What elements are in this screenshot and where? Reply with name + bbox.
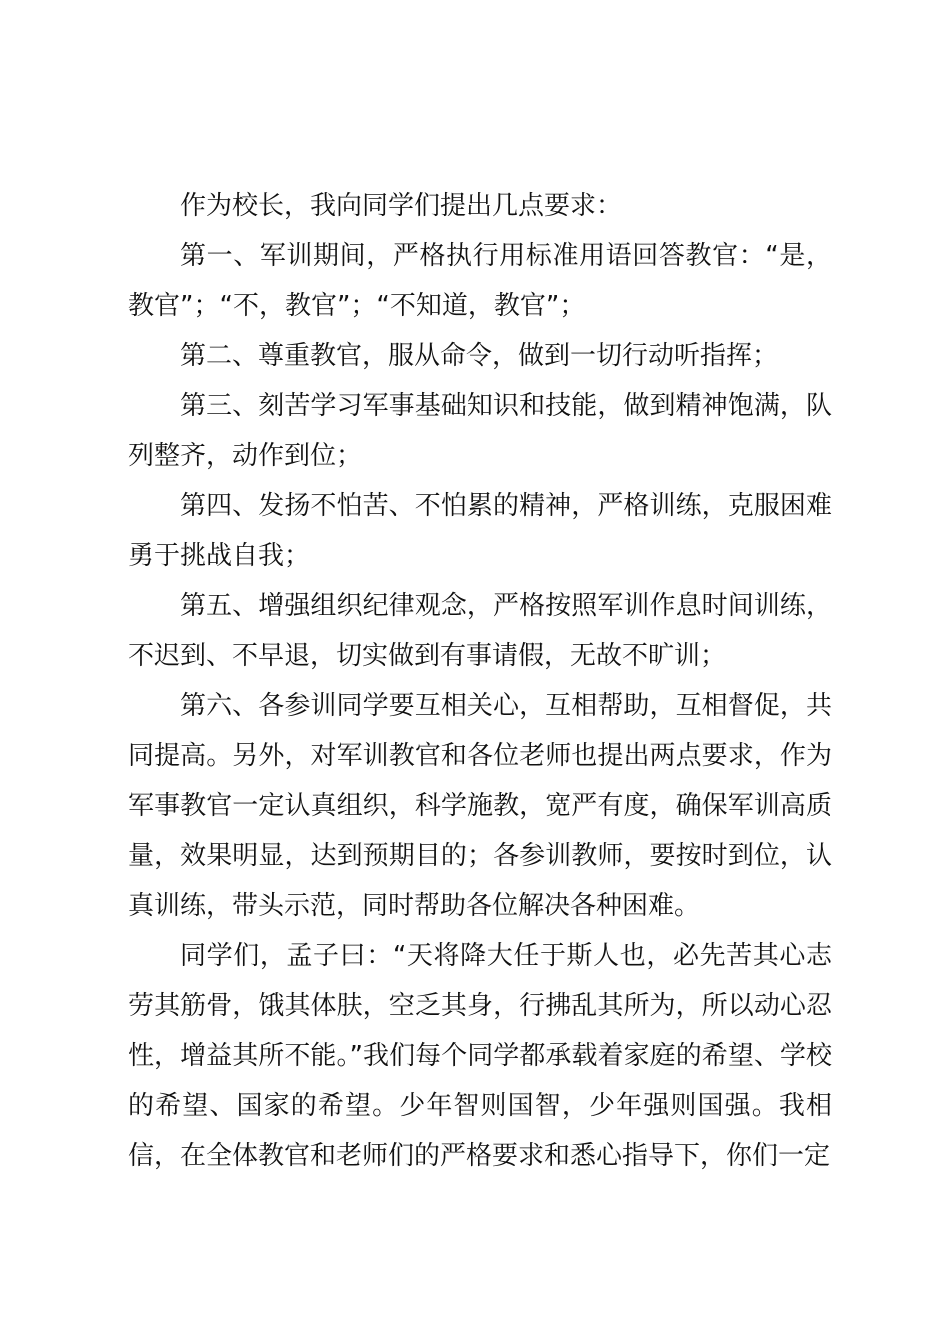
document-body (128, 181, 832, 1181)
paragraph-requirement-5: 第五、增强组织纪律观念，严格按照军训作息时间训练，不迟到、不早退，切实做到有事请假，无故不旷训； (128, 591, 832, 671)
paragraph-requirement-3: 第三、刻苦学习军事基础知识和技能，做到精神饱满，队列整齐，动作到位； (128, 391, 832, 471)
paragraph-intro: 作为校长，我向同学们提出几点要求： (180, 191, 623, 221)
paragraph-requirement-2: 第二、尊重教官，服从命令，做到一切行动听指挥； (180, 341, 779, 371)
paragraph-closing: 同学们，孟子曰：“天将降大任于斯人也，必先苦其心志劳其筋骨，饿其体肤，空乏其身，行拂乱其所为，所以动心忍性，增益其所不能。”我们每个同学都承载着家庭的希望、学校的希望、国家的希望。少年智则国智，少年强则国强。我相信，在全体教官和老师们的严格要求和悉心指导下，你们一定 (128, 941, 832, 1171)
paragraph-requirement-4: 第四、发扬不怕苦、不怕累的精神，严格训练，克服困难勇于挑战自我； (128, 491, 832, 571)
paragraph-requirement-1: 第一、军训期间，严格执行用标准用语回答教官：“是，教官”；“不，教官”；“不知道，教官”； (128, 241, 832, 321)
paragraph-requirement-6: 第六、各参训同学要互相关心，互相帮助，互相督促，共同提高。另外，对军训教官和各位老师也提出两点要求，作为军事教官一定认真组织，科学施教，宽严有度，确保军训高质量，效果明显，达到预期目的；各参训教师，要按时到位，认真训练，带头示范，同时帮助各位解决各种困难。 (128, 691, 832, 921)
